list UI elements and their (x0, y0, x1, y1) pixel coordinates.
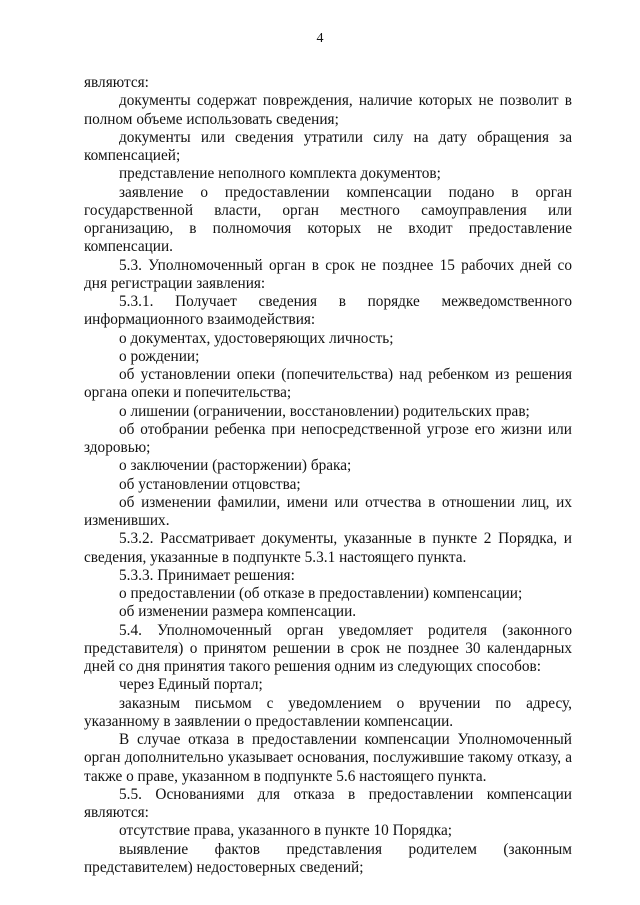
paragraph: отсутствие права, указанного в пункте 10 Порядка; (119, 822, 452, 840)
paragraph: об установлении опеки (попечительства) над ребенком из решения органа опеки и попечительства; (84, 366, 572, 402)
paragraph: через Единый портал; (119, 676, 263, 694)
paragraph: заказным письмом с уведомлением о вручении по адресу, указанному в заявлении о предоставлении компенсации. (84, 694, 572, 730)
document-body (84, 74, 572, 877)
paragraph: 5.5. Основаниями для отказа в предоставлении компенсации являются: (84, 785, 572, 821)
paragraph: В случае отказа в предоставлении компенсации Уполномоченный орган дополнительно указывает основания, послужившие такому отказу, а также о праве, указанном в подпункте 5.6 настоящего пункта. (84, 731, 572, 785)
paragraph: заявление о предоставлении компенсации подано в орган государственной власти, орган местного самоуправления или организацию, в полномочия которых не входит предоставление компенсации. (84, 183, 572, 256)
paragraph: документы содержат повреждения, наличие которых не позволит в полном объеме использовать сведения; (84, 92, 572, 128)
paragraph: о заключении (расторжении) брака; (119, 457, 352, 475)
paragraph: об изменении размера компенсации. (119, 603, 357, 621)
paragraph: о лишении (ограничении, восстановлении) родительских прав; (119, 402, 530, 420)
page-number: 4 (316, 31, 324, 46)
paragraph: 5.4. Уполномоченный орган уведомляет родителя (законного представителя) о принятом решении в срок не позднее 30 календарных дней со дня принятия такого решения одним из следующих способов: (84, 621, 572, 675)
paragraph: 5.3. Уполномоченный орган в срок не позднее 15 рабочих дней со дня регистрации заявления: (84, 256, 572, 292)
paragraph: документы или сведения утратили силу на дату обращения за компенсацией; (84, 128, 572, 164)
paragraph: об изменении фамилии, имени или отчества в отношении лиц, их изменивших. (84, 493, 572, 529)
paragraph: о документах, удостоверяющих личность; (119, 329, 394, 347)
paragraph: о рождении; (119, 347, 200, 365)
paragraph: являются: (84, 74, 149, 91)
paragraph: 5.3.2. Рассматривает документы, указанные в пункте 2 Порядка, и сведения, указанные в подпункте 5.3.1 настоящего пункта. (84, 530, 572, 566)
paragraph: об отобрании ребенка при непосредственной угрозе его жизни или здоровью; (84, 420, 572, 456)
paragraph: о предоставлении (об отказе в предоставлении) компенсации; (119, 585, 523, 602)
paragraph: 5.3.3. Принимает решения: (119, 566, 295, 584)
paragraph: выявление фактов представления родителем (законным представителем) недостоверных сведений; (84, 840, 572, 876)
paragraph: представление неполного комплекта документов; (119, 165, 441, 183)
paragraph: об установлении отцовства; (119, 475, 301, 493)
paragraph: 5.3.1. Получает сведения в порядке межведомственного информационного взаимодействия: (84, 293, 572, 329)
